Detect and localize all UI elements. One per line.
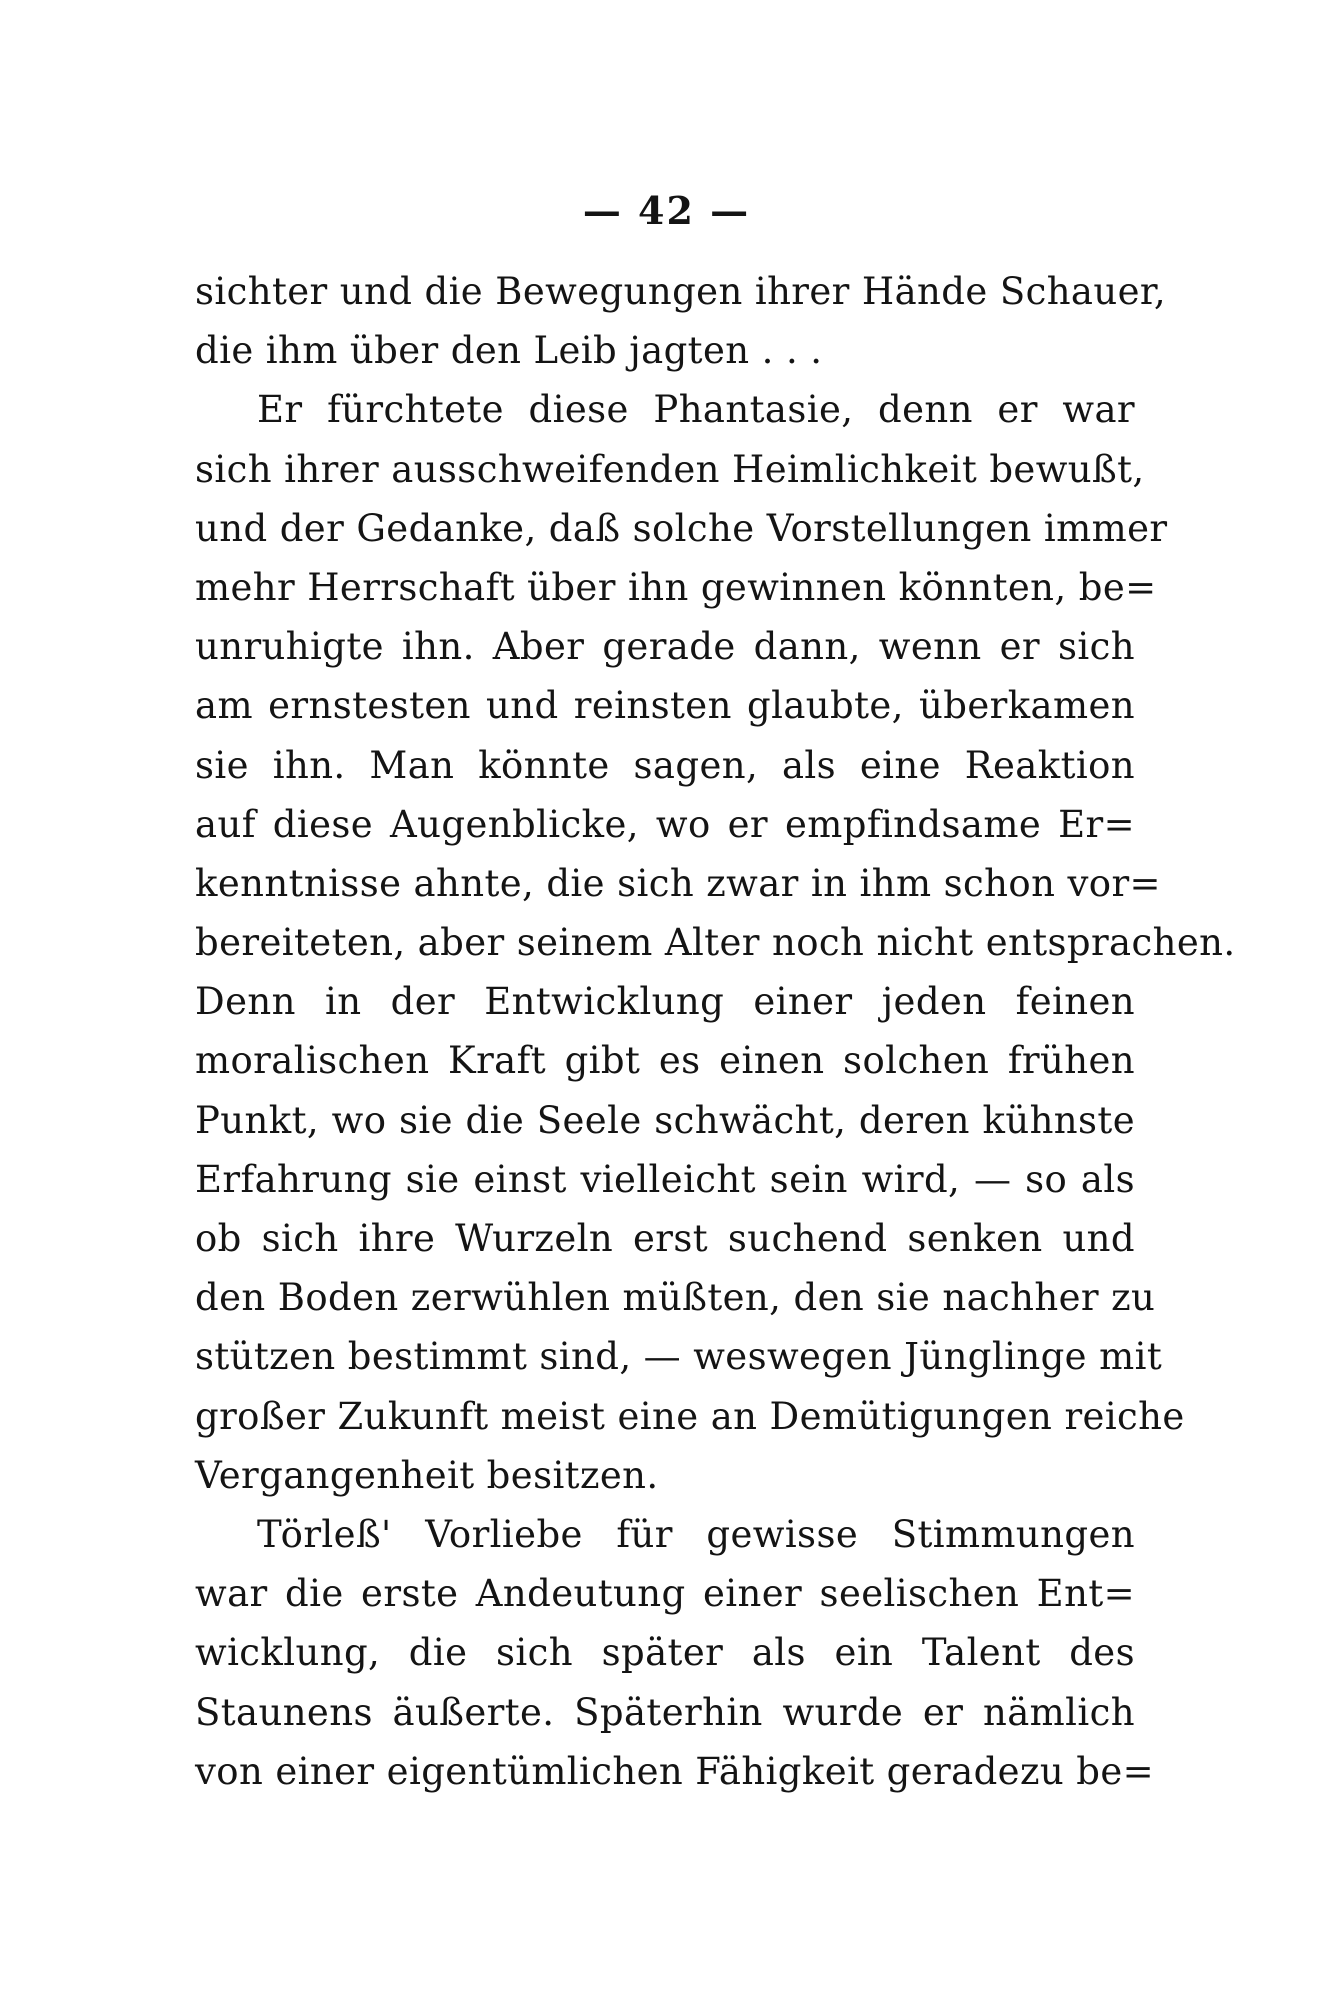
text-line: Punkt, wo sie die Seele schwächt, deren kühnste <box>195 1098 1135 1142</box>
text-line: die ihm über den Leib jagten . . . <box>195 329 823 373</box>
text-line: sichter und die Bewegungen ihrer Hände Schauer, <box>195 270 1167 313</box>
text-line: bereiteten, aber seinem Alter noch nicht entsprachen. <box>195 921 1236 965</box>
text-line: Törleß' Vorliebe für gewisse Stimmungen <box>257 1512 1135 1556</box>
page-number: — 42 — <box>582 188 751 233</box>
text-line: kenntnisse ahnte, die sich zwar in ihm schon vor= <box>195 861 1161 905</box>
text-line: sich ihrer ausschweifenden Heimlichkeit bewußt, <box>195 447 1145 491</box>
text-line: von einer eigentümlichen Fähigkeit geradezu be= <box>195 1749 1155 1793</box>
text-line: am ernstesten und reinsten glaubte, überkamen <box>195 684 1135 728</box>
text-line: und der Gedanke, daß solche Vorstellungen immer <box>195 506 1168 550</box>
text-line: stützen bestimmt sind, — weswegen Jünglinge mit <box>195 1335 1163 1379</box>
text-line: unruhigte ihn. Aber gerade dann, wenn er sich <box>195 625 1135 669</box>
text-line: wicklung, die sich später als ein Talent des <box>195 1631 1135 1675</box>
text-line: großer Zukunft meist eine an Demütigungen reiche <box>195 1394 1185 1438</box>
text-line: Denn in der Entwicklung einer jeden feinen <box>195 980 1135 1024</box>
text-line: war die erste Andeutung einer seelischen Ent= <box>195 1572 1135 1616</box>
body-text <box>195 262 1236 1801</box>
text-line: Erfahrung sie einst vielleicht sein wird, — so als <box>195 1157 1135 1201</box>
text-line: auf diese Augenblicke, wo er empfindsame Er= <box>195 802 1135 846</box>
text-line: mehr Herrschaft über ihn gewinnen könnten, be= <box>195 565 1157 609</box>
text-line: Er fürchtete diese Phantasie, denn er war <box>257 388 1135 432</box>
text-line: Staunens äußerte. Späterhin wurde er nämlich <box>195 1690 1135 1734</box>
text-line: den Boden zerwühlen müßten, den sie nachher zu <box>195 1276 1156 1320</box>
text-line: ob sich ihre Wurzeln erst suchend senken und <box>195 1217 1135 1260</box>
text-line: Vergangenheit besitzen. <box>195 1453 659 1497</box>
text-line: moralischen Kraft gibt es einen solchen frühen <box>195 1039 1135 1083</box>
text-line: sie ihn. Man könnte sagen, als eine Reaktion <box>195 743 1135 787</box>
